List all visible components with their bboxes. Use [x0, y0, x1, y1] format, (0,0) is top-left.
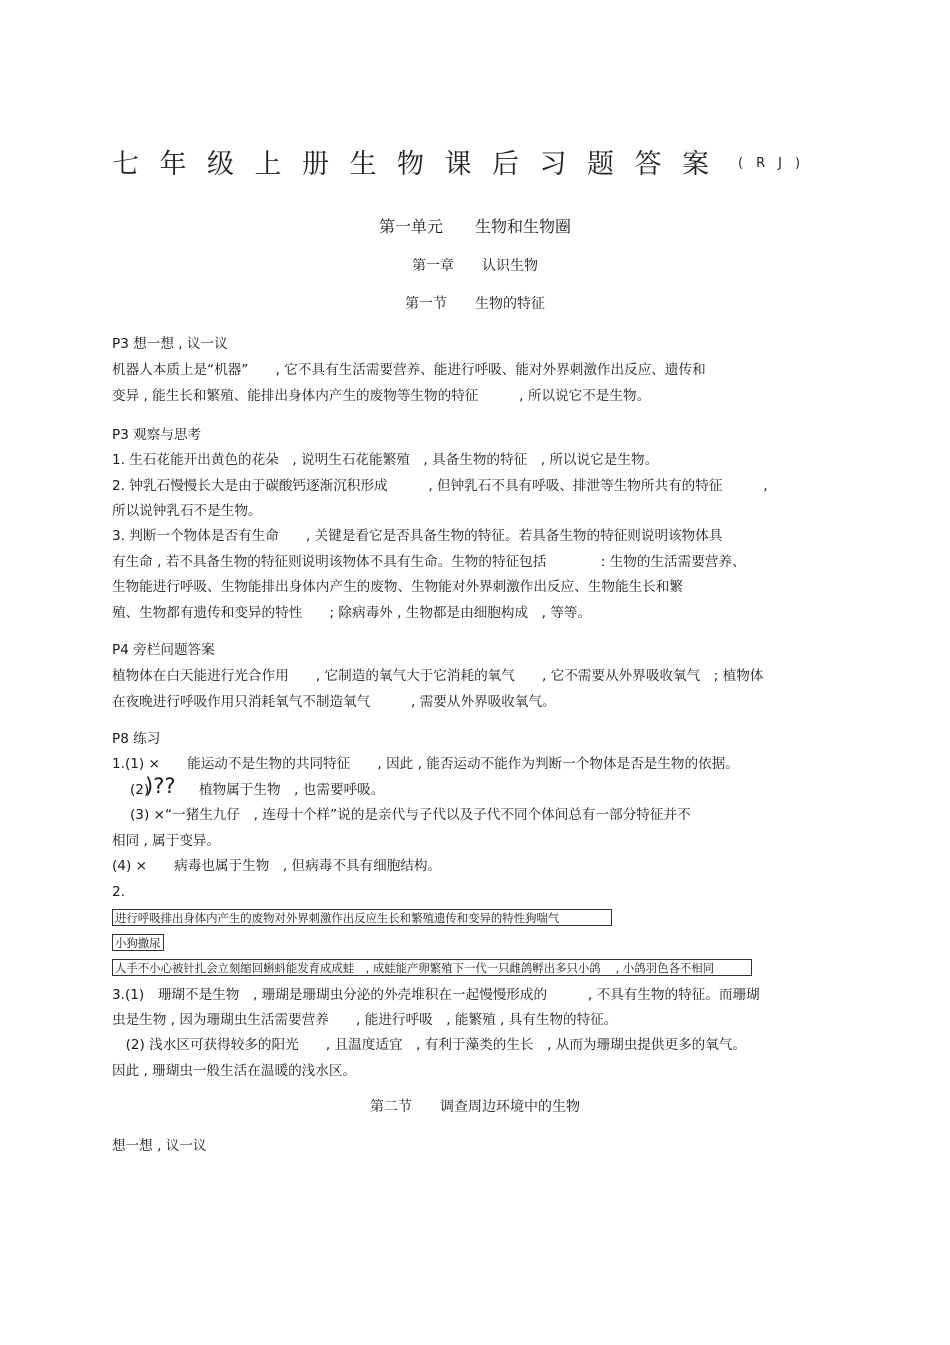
p8-q2-label: 2. — [112, 884, 125, 900]
p8-q1-3-line-1: (3) ×“一猪生九仔 , 连母十个样”说的是亲代与子代以及子代不同个体间总有一部分特征并不 — [130, 807, 691, 823]
section-heading-2: 第二节 调查周边环境中的生物 — [370, 1099, 580, 1115]
p3-observe-line-3: 所以说钟乳石不是生物。 — [112, 503, 262, 519]
p8-q1-2-marks: )?? — [145, 774, 176, 798]
p8-q3-line-1: 3.(1) 珊瑚不是生物 , 珊瑚是珊瑚虫分泌的外壳堆积在一起慢慢形成的 , 不具有生物的特征。而珊瑚 — [112, 987, 760, 1003]
p8-q1-2-prefix: (2) — [130, 782, 150, 798]
p3-observe-line-6: 生物能进行呼吸、生物能排出身体内产生的废物、生物能对外界刺激作出反应、生物能生长和繁 — [112, 579, 683, 595]
p8-q3-line-3: (2) 浅水区可获得较多的阳光 , 且温度适宜 , 有利于藻类的生长 , 从而为珊瑚虫提供更多的氧气。 — [112, 1037, 747, 1053]
p8-q3-line-4: 因此 , 珊瑚虫一般生活在温暖的浅水区。 — [112, 1063, 357, 1079]
p3-think-line-2: 变异 , 能生长和繁殖、能排出身体内产生的废物等生物的特征 , 所以说它不是生物。 — [112, 388, 651, 404]
p8-practice-heading: P8 练习 — [112, 731, 161, 747]
section-heading-1: 第一节 生物的特征 — [405, 296, 545, 312]
p3-observe-line-1: 1. 生石花能开出黄色的花朵 , 说明生石花能繁殖 , 具备生物的特征 , 所以说它是生物。 — [112, 452, 659, 468]
p3-think-heading: P3 想一想 , 议一议 — [112, 336, 228, 352]
p3-observe-line-7: 殖、生物都有遗传和变异的特性 ; 除病毒外 , 生物都是由细胞构成 , 等等。 — [112, 605, 592, 621]
p8-q1-1: 1.(1) × 能运动不是生物的共同特征 , 因此 , 能否运动不能作为判断一个物体是否是生物的依据。 — [112, 756, 739, 772]
p4-sidebar-line-2: 在夜晚进行呼吸作用只消耗氧气不制造氧气 , 需要从外界吸收氧气。 — [112, 694, 556, 710]
p8-q3-line-2: 虫是生物 , 因为珊瑚虫生活需要营养 , 能进行呼吸 , 能繁殖 , 具有生物的特征。 — [112, 1012, 618, 1028]
unit-heading: 第一单元 生物和生物圈 — [378, 217, 571, 236]
p3-observe-line-4: 3. 判断一个物体是否有生命 , 关键是看它是否具备生物的特征。若具备生物的特征则说明该物体具 — [112, 528, 723, 544]
p4-sidebar-heading: P4 旁栏问题答案 — [112, 642, 215, 658]
page-title-suffix: (RJ) — [738, 156, 814, 171]
p8-q1-3-line-2: 相同 , 属于变异。 — [112, 833, 221, 849]
p3-observe-line-5: 有生命 , 若不具备生物的特征则说明该物体不具有生命。生物的特征包括 : 生物的生活需要营养、 — [112, 554, 746, 570]
q2-answer-row-2: 小狗撒尿 — [112, 934, 164, 951]
chapter-heading: 第一章 认识生物 — [412, 258, 538, 274]
p8-q1-2-text: 植物属于生物 , 也需要呼吸。 — [199, 782, 385, 798]
p8-q1-4: (4) × 病毒也属于生物 , 但病毒不具有细胞结构。 — [112, 858, 442, 874]
page-title: 七年级上册生物课后习题答案 — [112, 149, 730, 180]
p4-sidebar-line-1: 植物体在白天能进行光合作用 , 它制造的氧气大于它消耗的氧气 , 它不需要从外界吸收氧气 ; 植物体 — [112, 668, 764, 684]
p3-observe-line-2: 2. 钟乳石慢慢长大是由于碳酸钙逐渐沉积形成 , 但钟乳石不具有呼吸、排泄等生物所共有的特征 , — [112, 478, 768, 494]
section2-think-heading: 想一想 , 议一议 — [112, 1138, 207, 1154]
q2-answer-row-1: 进行呼吸排出身体内产生的废物对外界刺激作出反应生长和繁殖遗传和变异的特性狗喘气 — [112, 909, 612, 926]
q2-answer-row-3: 人手不小心被针扎会立刻缩回蝌蚪能发育成成蛙 , 成蛙能产卵繁殖下一代一只雌鸽孵出多只小鸽 , 小鸽羽色各不相同 — [112, 959, 752, 976]
p3-observe-heading: P3 观察与思考 — [112, 427, 202, 443]
p3-think-line-1: 机器人本质上是“机器” , 它不具有生活需要营养、能进行呼吸、能对外界刺激作出反应、遗传和 — [112, 362, 706, 378]
